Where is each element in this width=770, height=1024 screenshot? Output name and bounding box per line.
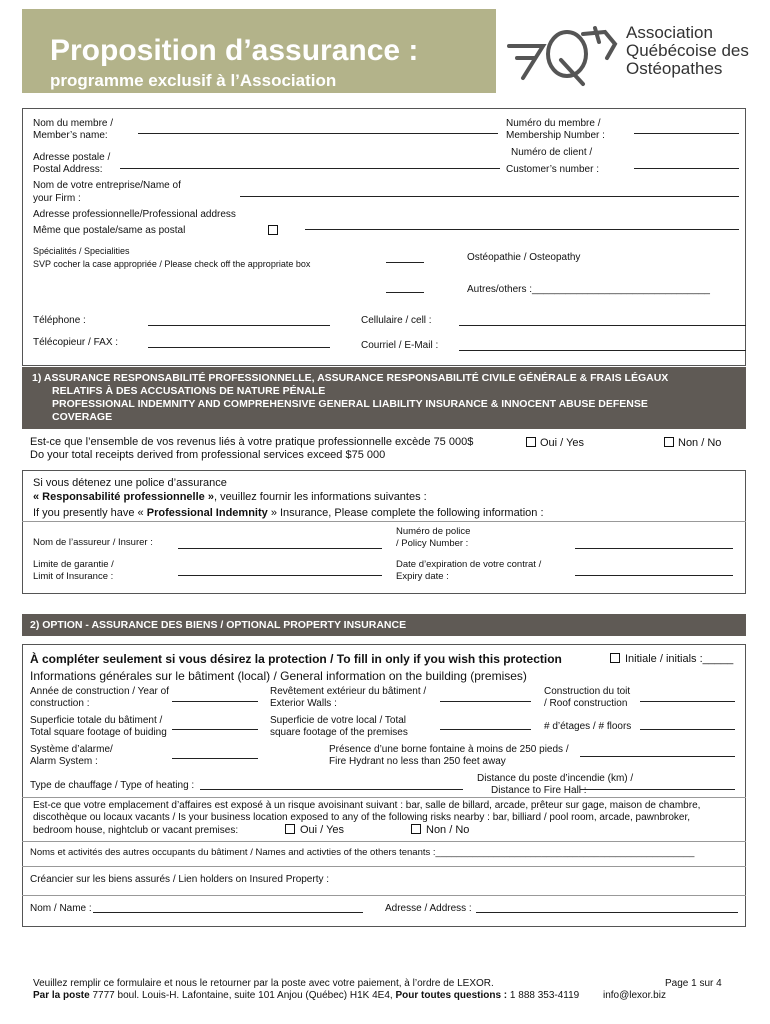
exterior-walls-field[interactable] (440, 701, 531, 702)
section1-title-l3: PROFESSIONAL INDEMNITY AND COMPREHENSIVE GENERAL LIABILITY INSURANCE & INNOCENT ABUSE DEFENSE (52, 398, 648, 410)
revenue-question-fr: Est-ce que l’ensemble de vos revenus liés à votre pratique professionnelle excède 75 000$ (30, 436, 474, 448)
section1-title-l4: COVERAGE (52, 411, 113, 423)
phone-label: Téléphone : (33, 315, 86, 326)
risk-question-l2: discothèque ou locaux vacants / Is your business location exposed to any of the following risks nearby : bar, billiard / pool room, arcade, pawnbroker, (33, 812, 691, 823)
same-as-postal-checkbox[interactable] (268, 225, 278, 235)
osteopathy-check-field[interactable] (386, 262, 424, 263)
expiry-date-field[interactable] (575, 575, 733, 576)
check-box-instruction: SVP cocher la case appropriée / Please check off the appropriate box (33, 259, 311, 269)
lien-divider (22, 866, 746, 867)
other-tenants-label: Noms et activités des autres occupants du bâtiment / Names and activties of the others tenants :_________________________________________________ (30, 847, 695, 858)
building-area-field[interactable] (172, 729, 258, 730)
cell-label: Cellulaire / cell : (361, 315, 432, 326)
construction-year-label-l2: construction : (30, 698, 90, 709)
osteopathy-label: Ostéopathie / Osteopathy (467, 252, 581, 263)
risk-yes-label: Oui / Yes (300, 824, 345, 836)
alarm-field[interactable] (172, 758, 258, 759)
member-info-frame (22, 108, 746, 366)
construction-year-label-l1: Année de construction / Year of (30, 686, 169, 697)
specialties-label: Spécialités / Specialities (33, 246, 130, 256)
member-number-field[interactable] (634, 133, 739, 134)
hydrant-label-l1: Présence d’une borne fontaine à moins de 250 pieds / (329, 744, 569, 755)
risk-divider (22, 797, 746, 798)
premises-area-field[interactable] (440, 729, 531, 730)
fire-hall-distance-field[interactable] (580, 789, 735, 790)
postal-address-label-en: Postal Address: (33, 164, 103, 175)
expiry-date-label-fr: Date d’expiration de votre contrat / (396, 559, 542, 570)
current-policy-intro-l1: Si vous détenez une police d’assurance (33, 477, 227, 489)
roof-construction-field[interactable] (640, 701, 735, 702)
current-policy-intro-l2-bold: « Responsabilité professionnelle » (33, 491, 214, 503)
footer-instruction: Veuillez remplir ce formulaire et nous le retourner par la poste avec votre paiement, à l’ordre de LEXOR. (33, 978, 494, 989)
professional-address-field[interactable] (305, 229, 739, 230)
building-info-heading: Informations générales sur le bâtiment (local) / General information on the building (premises) (30, 669, 527, 683)
section1-header (22, 367, 746, 429)
email-label: Courriel / E-Mail : (361, 340, 439, 351)
lien-holders-label: Créancier sur les biens assurés / Lien holders on Insured Property : (30, 874, 330, 885)
premises-area-label-l2: square footage of the premises (270, 727, 408, 738)
lien-name-field[interactable] (93, 912, 363, 913)
revenue-no-label: Non / No (678, 437, 722, 449)
revenue-no-checkbox[interactable] (664, 437, 674, 447)
contact-email[interactable]: info@lexor.biz (603, 990, 666, 1001)
others-label: Autres/others :________________________________ (467, 284, 710, 295)
email-field[interactable] (459, 350, 746, 351)
lien-address-field[interactable] (476, 912, 738, 913)
premises-area-label-l1: Superficie de votre local / Total (270, 715, 407, 726)
member-number-label-fr: Numéro du membre / (506, 118, 601, 129)
current-policy-divider (22, 521, 746, 522)
fax-field[interactable] (148, 347, 330, 348)
building-area-label-l2: Total square footage of buiding (30, 727, 167, 738)
exterior-walls-label-l2: Exterior Walls : (270, 698, 337, 709)
current-policy-intro-l2-rest: , veuillez fournir les informations suivantes : (213, 491, 427, 503)
contact-phone: 1 888 353-4119 (507, 990, 580, 1001)
alarm-label-l2: Alarm System : (30, 756, 98, 767)
questions-label: Pour toutes questions : (395, 990, 508, 1001)
form-title: Proposition d’assurance : (50, 34, 419, 67)
postal-address-field[interactable] (120, 168, 500, 169)
member-number-label-en: Membership Number : (506, 130, 605, 141)
policy-number-field[interactable] (575, 548, 733, 549)
property-complete-instruction: À compléter seulement si vous désirez la protection / To fill in only if you wish this protection (30, 652, 562, 666)
client-number-label-fr: Numéro de client / (511, 147, 593, 158)
floors-label: # d’étages / # floors (544, 721, 632, 732)
policy-number-label-fr: Numéro de police (396, 526, 471, 537)
current-policy-intro-l2 (33, 490, 427, 504)
section1-title-l1: 1) ASSURANCE RESPONSABILITÉ PROFESSIONNELLE, ASSURANCE RESPONSABILITÉ CIVILE GÉNÉRALE & FRAIS LÉGAUX (32, 372, 669, 384)
insurer-field[interactable] (178, 548, 382, 549)
header-banner (22, 9, 496, 93)
section2-title: 2) OPTION - ASSURANCE DES BIENS / OPTIONAL PROPERTY INSURANCE (30, 619, 407, 631)
roof-construction-label-l2: / Roof construction (544, 698, 628, 709)
postal-address-label-fr: Adresse postale / (33, 152, 111, 163)
roof-construction-label-l1: Construction du toit (544, 686, 631, 697)
insurer-label: Nom de l’assureur / Insurer : (33, 537, 153, 548)
exterior-walls-label-l1: Revêtement extérieur du bâtiment / (270, 686, 427, 697)
lien-name-divider (22, 895, 746, 896)
org-name-line2: Québécoise des (626, 41, 749, 60)
floors-field[interactable] (640, 729, 735, 730)
fax-label: Télécopieur / FAX : (33, 337, 119, 348)
fire-hall-distance-label-l1: Distance du poste d’incendie (km) / (477, 773, 634, 784)
tenants-divider (22, 841, 746, 842)
form-subtitle: programme exclusif à l’Association (50, 71, 337, 90)
revenue-yes-label: Oui / Yes (540, 437, 585, 449)
current-policy-intro-l3-post: » Insurance, Please complete the following information : (267, 507, 544, 519)
mail-address: 7777 boul. Louis-H. Lafontaine, suite 101 Anjou (Québec) H1K 4E4, (89, 990, 396, 1001)
same-as-postal-label: Même que postale/same as postal (33, 225, 186, 236)
revenue-yes-checkbox[interactable] (526, 437, 536, 447)
member-name-label-en: Member’s name: (33, 130, 108, 141)
building-area-label-l1: Superficie totale du bâtiment / (30, 715, 163, 726)
heating-type-field[interactable] (200, 789, 463, 790)
insurance-limit-label-fr: Limite de garantie / (33, 559, 114, 570)
fire-hall-distance-label-l2: Distance to Fire Hall : (491, 785, 587, 796)
professional-address-label: Adresse professionnelle/Professional address (33, 209, 236, 220)
insurance-limit-field[interactable] (178, 575, 382, 576)
member-name-label-fr: Nom du membre / (33, 118, 114, 129)
lien-name-label: Nom / Name : (30, 903, 92, 914)
hydrant-label-l2: Fire Hydrant no less than 250 feet away (329, 756, 506, 767)
org-name-line3: Ostéopathes (626, 59, 723, 78)
firm-name-field[interactable] (240, 196, 739, 197)
risk-no-checkbox[interactable] (411, 824, 421, 834)
footer-contact (33, 990, 579, 1002)
insurance-limit-label-en: Limit of Insurance : (33, 571, 114, 582)
mail-label: Par la poste (33, 990, 90, 1001)
initials-label: Initiale / initials :_____ (625, 653, 734, 665)
cell-field[interactable] (459, 325, 746, 326)
member-name-field[interactable] (138, 133, 498, 134)
hydrant-field[interactable] (580, 756, 735, 757)
section2-header (22, 614, 746, 636)
phone-field[interactable] (148, 325, 330, 326)
association-logo (503, 14, 621, 94)
construction-year-field[interactable] (172, 701, 258, 702)
section1-title-l2: RELATIFS À DES ACCUSATIONS DE NATURE PÉNALE (52, 385, 326, 397)
revenue-question-en: Do your total receipts derived from professional services exceed $75 000 (30, 449, 386, 461)
risk-no-label: Non / No (426, 824, 470, 836)
lien-address-label: Adresse / Address : (385, 903, 472, 914)
initials-checkbox[interactable] (610, 653, 620, 663)
risk-question-l3: bedroom house, nightclub or vacant premises: (33, 825, 239, 836)
heating-type-label: Type de chauffage / Type of heating : (30, 780, 195, 791)
current-policy-intro-l3-pre: If you presently have « (33, 507, 147, 519)
current-policy-intro-l3 (33, 506, 544, 520)
policy-number-label-en: / Policy Number : (396, 538, 469, 549)
page-number: Page 1 sur 4 (665, 978, 722, 989)
org-name-line1: Association (626, 23, 713, 42)
firm-name-label-l1: Nom de votre entreprise/Name of (33, 180, 181, 191)
risk-question-l1: Est-ce que votre emplacement d’affaires est exposé à un risque avoisinant suivant : bar, salle de billard, arcade, prêteur sur gage, maison de chambre, (33, 800, 701, 811)
client-number-field[interactable] (634, 168, 739, 169)
risk-yes-checkbox[interactable] (285, 824, 295, 834)
alarm-label-l1: Système d’alarme/ (30, 744, 113, 755)
firm-name-label-l2: your Firm : (33, 193, 81, 204)
client-number-label-en: Customer’s number : (506, 164, 599, 175)
others-check-field[interactable] (386, 292, 424, 293)
current-policy-intro-l3-bold: Professional Indemnity (146, 507, 268, 519)
expiry-date-label-en: Expiry date : (396, 571, 449, 582)
